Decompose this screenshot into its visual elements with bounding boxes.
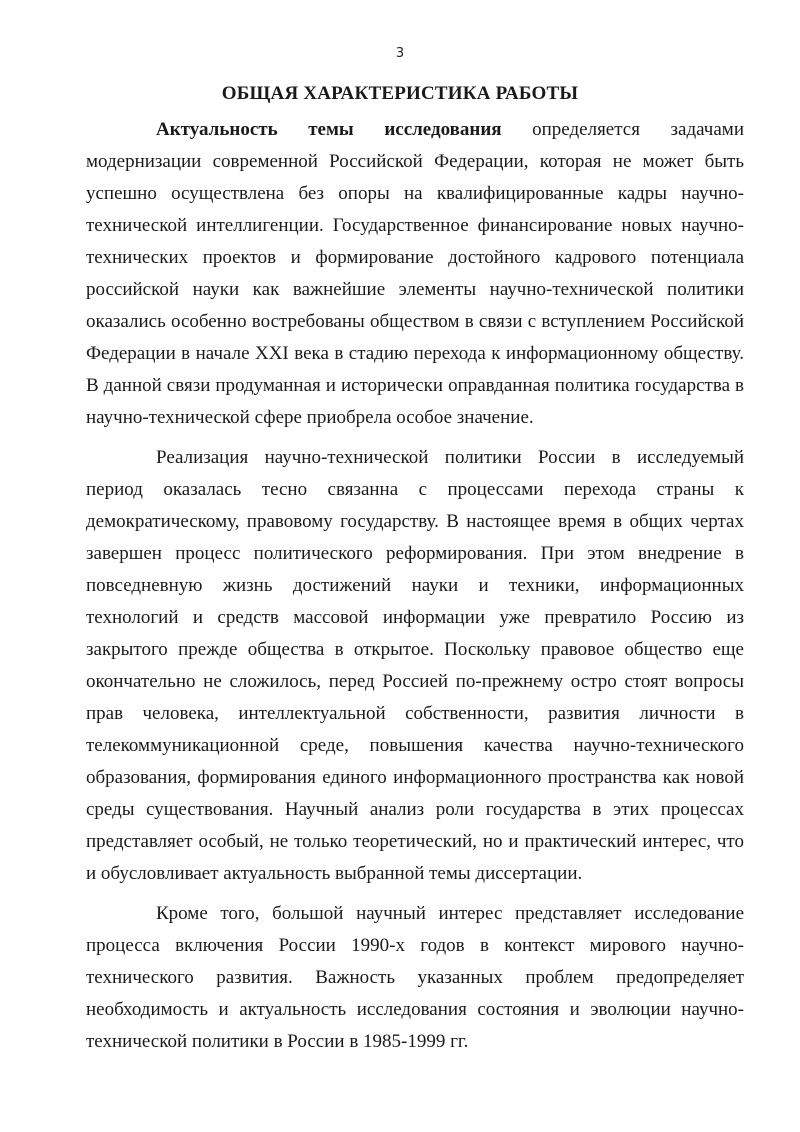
- paragraph-implementation: [86, 442, 744, 890]
- paragraph-relevance: [86, 114, 744, 434]
- paragraph-integration: [86, 898, 744, 1058]
- page-number: 3: [395, 46, 405, 61]
- section-heading: ОБЩАЯ ХАРАКТЕРИСТИКА РАБОТЫ: [221, 83, 579, 104]
- paragraph-text: Реализация научно-технической политики России в исследуемый период оказалась тесно связанна с процессами перехода страны к демократическому, правовому государству. В настоящее время в общих чертах завершен процесс политического реформирования. При этом внедрение в повседневную жизнь достижений науки и техники, информационных технологий и средств массовой информации уже превратило Россию из закрытого прежде общества в открытое. Поскольку правовое общество еще окончательно не сложилось, перед Россией по-прежнему остро стоят вопросы прав человека, интеллектуальной собственности, развития личности в телекоммуникационной среде, повышения качества научно-технического образования, формирования единого информационного пространства как новой среды существования. Научный анализ роли государства в этих процессах представляет особый, не только теоретический, но и практический интерес, что и обусловливает актуальность выбранной темы диссертации.: [86, 447, 744, 884]
- paragraph-lead: Актуальность темы исследования: [156, 119, 502, 140]
- body-text: [86, 114, 744, 1058]
- paragraph-text: определяется задачами модернизации современной Российской Федерации, которая не может быть успешно осуществлена без опоры на квалифицированные кадры научно-технической интеллигенции. Государственное финансирование новых научно-технических проектов и формирование достойного кадрового потенциала российской науки как важнейшие элементы научно-технической политики оказались особенно востребованы обществом в связи с вступлением Российской Федерации в начале XXI века в стадию перехода к информационному обществу. В данной связи продуманная и исторически оправданная политика государства в научно-технической сфере приобрела особое значение.: [86, 119, 744, 428]
- paragraph-text: Кроме того, большой научный интерес представляет исследование процесса включения России 1990-х годов в контекст мирового научно-технического развития. Важность указанных проблем предопределяет необходимость и актуальность исследования состояния и эволюции научно-технической политики в России в 1985-1999 гг.: [86, 903, 744, 1052]
